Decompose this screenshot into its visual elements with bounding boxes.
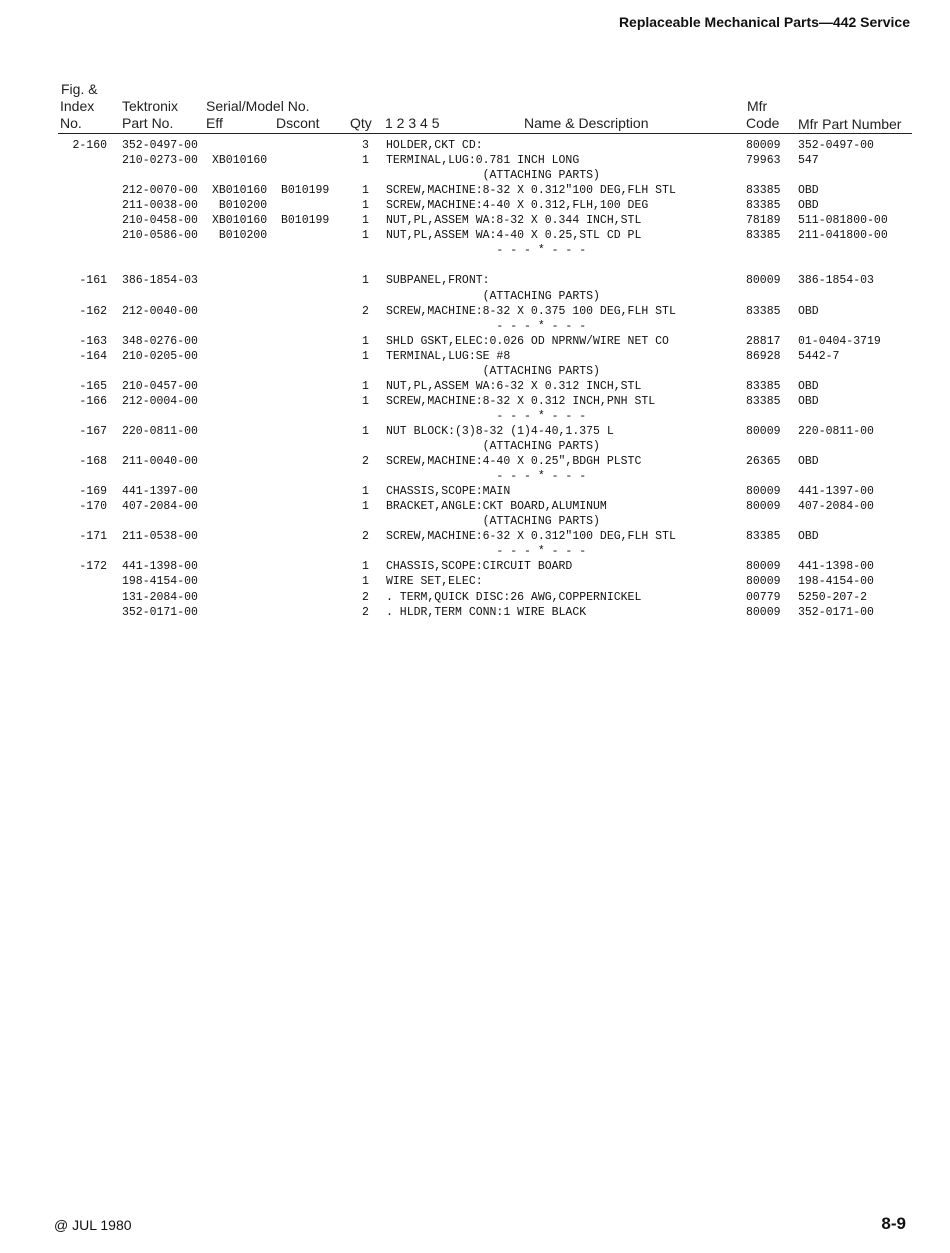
mfr-code: 79963 bbox=[746, 154, 781, 168]
part-number: 212-0040-00 bbox=[122, 304, 198, 318]
quantity: 1 bbox=[362, 154, 369, 168]
mfr-part-number: 441-1398-00 bbox=[798, 560, 874, 574]
table-row bbox=[0, 424, 950, 439]
quantity: 2 bbox=[362, 590, 369, 604]
mfr-part-number: 407-2084-00 bbox=[798, 500, 874, 514]
part-number: 212-0070-00 bbox=[122, 184, 198, 198]
name-description: SHLD GSKT,ELEC:0.026 OD NPRNW/WIRE NET CO bbox=[386, 334, 669, 348]
quantity: 1 bbox=[362, 560, 369, 574]
fig-index: -171 bbox=[79, 530, 107, 544]
name-description: WIRE SET,ELEC: bbox=[386, 575, 483, 589]
part-number: 211-0040-00 bbox=[122, 455, 198, 469]
col-mfr-part-number-label: Mfr Part Number bbox=[798, 116, 902, 132]
part-number: 131-2084-00 bbox=[122, 590, 198, 604]
quantity: 1 bbox=[362, 334, 369, 348]
table-row bbox=[0, 273, 950, 288]
name-description: NUT,PL,ASSEM WA:6-32 X 0.312 INCH,STL bbox=[386, 379, 642, 393]
part-number: 210-0457-00 bbox=[122, 379, 198, 393]
name-description: TERMINAL,LUG:0.781 INCH LONG bbox=[386, 154, 580, 168]
mfr-part-number: 211-041800-00 bbox=[798, 229, 888, 243]
mfr-code: 80009 bbox=[746, 500, 781, 514]
part-number: 210-0205-00 bbox=[122, 349, 198, 363]
serial-dscont: B010199 bbox=[281, 214, 330, 228]
col-eff-label: Eff bbox=[206, 115, 223, 131]
quantity: 1 bbox=[362, 485, 369, 499]
serial-eff: B010200 bbox=[212, 199, 268, 213]
part-number: 210-0458-00 bbox=[122, 214, 198, 228]
name-description: SCREW,MACHINE:4-40 X 0.312,FLH,100 DEG bbox=[386, 199, 649, 213]
table-row bbox=[0, 258, 950, 273]
mfr-code: 80009 bbox=[746, 424, 781, 438]
mfr-code: 00779 bbox=[746, 590, 781, 604]
table-row bbox=[0, 559, 950, 574]
part-number: 220-0811-00 bbox=[122, 424, 198, 438]
table-row bbox=[0, 484, 950, 499]
table-row bbox=[0, 529, 950, 544]
name-description: NUT,PL,ASSEM WA:4-40 X 0.25,STL CD PL bbox=[386, 229, 642, 243]
quantity: 1 bbox=[362, 184, 369, 198]
mfr-part-number: 352-0497-00 bbox=[798, 139, 874, 152]
footer-date: @ JUL 1980 bbox=[54, 1217, 132, 1233]
mfr-code: 26365 bbox=[746, 455, 781, 469]
part-number: 352-0497-00 bbox=[122, 139, 198, 152]
table-row bbox=[0, 364, 950, 379]
part-number: 352-0171-00 bbox=[122, 605, 198, 619]
part-number: 210-0586-00 bbox=[122, 229, 198, 243]
col-fig-label: Fig. & bbox=[61, 81, 98, 97]
mfr-code: 83385 bbox=[746, 394, 781, 408]
serial-eff: XB010160 bbox=[212, 154, 268, 168]
name-description: CHASSIS,SCOPE:MAIN bbox=[386, 485, 511, 499]
fig-index: -167 bbox=[79, 424, 107, 438]
table-row bbox=[0, 183, 950, 198]
fig-index: -165 bbox=[79, 379, 107, 393]
mfr-code: 28817 bbox=[746, 334, 781, 348]
name-description: - - - * - - - bbox=[386, 409, 587, 423]
part-number: 441-1397-00 bbox=[122, 485, 198, 499]
serial-eff: XB010160 bbox=[212, 214, 268, 228]
table-row bbox=[0, 168, 950, 183]
name-description: SCREW,MACHINE:4-40 X 0.25",BDGH PLSTC bbox=[386, 455, 642, 469]
col-code-label: Code bbox=[746, 115, 780, 131]
name-description: - - - * - - - bbox=[386, 470, 587, 484]
quantity: 1 bbox=[362, 379, 369, 393]
quantity: 1 bbox=[362, 424, 369, 438]
name-description: SUBPANEL,FRONT: bbox=[386, 274, 490, 288]
mfr-code: 80009 bbox=[746, 605, 781, 619]
col-qty-label: Qty bbox=[350, 115, 372, 131]
quantity: 1 bbox=[362, 500, 369, 514]
name-description: NUT BLOCK:(3)8-32 (1)4-40,1.375 L bbox=[386, 424, 614, 438]
name-description: (ATTACHING PARTS) bbox=[386, 169, 600, 183]
fig-index: -172 bbox=[79, 560, 107, 574]
mfr-part-number: 511-081800-00 bbox=[798, 214, 888, 228]
quantity: 2 bbox=[362, 455, 369, 469]
quantity: 1 bbox=[362, 229, 369, 243]
table-row bbox=[0, 499, 950, 514]
mfr-code: 83385 bbox=[746, 229, 781, 243]
fig-index: -169 bbox=[79, 485, 107, 499]
name-description: SCREW,MACHINE:8-32 X 0.312 INCH,PNH STL bbox=[386, 394, 656, 408]
mfr-part-number: OBD bbox=[798, 530, 819, 544]
part-number: 348-0276-00 bbox=[122, 334, 198, 348]
mfr-part-number: 352-0171-00 bbox=[798, 605, 874, 619]
table-row bbox=[0, 605, 950, 620]
quantity: 1 bbox=[362, 274, 369, 288]
mfr-part-number: 01-0404-3719 bbox=[798, 334, 881, 348]
table-row bbox=[0, 379, 950, 394]
mfr-code: 83385 bbox=[746, 304, 781, 318]
mfr-code: 83385 bbox=[746, 199, 781, 213]
fig-index: -163 bbox=[79, 334, 107, 348]
name-description: . HLDR,TERM CONN:1 WIRE BLACK bbox=[386, 605, 587, 619]
page-header-title: Replaceable Mechanical Parts—442 Service bbox=[618, 14, 910, 30]
table-row bbox=[0, 228, 950, 243]
mfr-part-number: OBD bbox=[798, 379, 819, 393]
table-row bbox=[0, 574, 950, 589]
name-description: (ATTACHING PARTS) bbox=[386, 364, 600, 378]
mfr-part-number: 198-4154-00 bbox=[798, 575, 874, 589]
mfr-part-number: 5250-207-2 bbox=[798, 590, 868, 604]
col-name-label: Name & Description bbox=[524, 115, 649, 131]
mfr-code: 80009 bbox=[746, 575, 781, 589]
mfr-code: 86928 bbox=[746, 349, 781, 363]
table-row bbox=[0, 304, 950, 319]
table-row bbox=[0, 243, 950, 258]
name-description: NUT,PL,ASSEM WA:8-32 X 0.344 INCH,STL bbox=[386, 214, 642, 228]
table-row bbox=[0, 213, 950, 228]
quantity: 3 bbox=[362, 139, 369, 152]
mfr-code: 80009 bbox=[746, 139, 781, 152]
footer-page-number: 8-9 bbox=[881, 1214, 906, 1233]
fig-index: -168 bbox=[79, 455, 107, 469]
name-description: CHASSIS,SCOPE:CIRCUIT BOARD bbox=[386, 560, 573, 574]
fig-index: -162 bbox=[79, 304, 107, 318]
mfr-part-number: OBD bbox=[798, 184, 819, 198]
fig-index: -170 bbox=[79, 500, 107, 514]
col-dscont-label: Dscont bbox=[276, 115, 320, 131]
serial-eff: B010200 bbox=[212, 229, 268, 243]
table-row bbox=[0, 469, 950, 484]
fig-index: -161 bbox=[79, 274, 107, 288]
mfr-part-number: OBD bbox=[798, 394, 819, 408]
table-row bbox=[0, 138, 950, 153]
mfr-part-number: 547 bbox=[798, 154, 819, 168]
table-row bbox=[0, 590, 950, 605]
name-description: (ATTACHING PARTS) bbox=[386, 289, 600, 303]
part-number: 198-4154-00 bbox=[122, 575, 198, 589]
col-no-label: No. bbox=[60, 115, 82, 131]
mfr-part-number: 220-0811-00 bbox=[798, 424, 874, 438]
quantity: 1 bbox=[362, 214, 369, 228]
part-number: 210-0273-00 bbox=[122, 154, 198, 168]
quantity: 1 bbox=[362, 199, 369, 213]
table-row bbox=[0, 198, 950, 213]
fig-index: 2-160 bbox=[72, 139, 107, 152]
name-description: - - - * - - - bbox=[386, 545, 587, 559]
col-index-label: Index bbox=[60, 98, 95, 114]
mfr-code: 78189 bbox=[746, 214, 781, 228]
name-description: (ATTACHING PARTS) bbox=[386, 440, 600, 453]
mfr-part-number: 441-1397-00 bbox=[798, 485, 874, 499]
mfr-part-number: 386-1854-03 bbox=[798, 274, 874, 288]
col-tektronix-label: Tektronix bbox=[122, 98, 179, 114]
quantity: 2 bbox=[362, 605, 369, 619]
serial-eff: XB010160 bbox=[212, 184, 268, 198]
mfr-code: 80009 bbox=[746, 485, 781, 499]
table-row bbox=[0, 289, 950, 304]
part-number: 407-2084-00 bbox=[122, 500, 198, 514]
quantity: 1 bbox=[362, 575, 369, 589]
name-description: SCREW,MACHINE:8-32 X 0.312"100 DEG,FLH STL bbox=[386, 184, 676, 198]
table-row bbox=[0, 349, 950, 364]
serial-dscont: B010199 bbox=[281, 184, 330, 198]
table-row bbox=[0, 409, 950, 424]
table-row bbox=[0, 334, 950, 349]
col-indent-label: 1 2 3 4 5 bbox=[385, 115, 440, 131]
mfr-code: 83385 bbox=[746, 530, 781, 544]
name-description: - - - * - - - bbox=[386, 319, 587, 333]
name-description: - - - * - - - bbox=[386, 244, 587, 258]
fig-index: -164 bbox=[79, 349, 107, 363]
col-mfr-label: Mfr bbox=[747, 98, 768, 114]
name-description: TERMINAL,LUG:SE #8 bbox=[386, 349, 511, 363]
fig-index: -166 bbox=[79, 394, 107, 408]
name-description: BRACKET,ANGLE:CKT BOARD,ALUMINUM bbox=[386, 500, 607, 514]
mfr-part-number: OBD bbox=[798, 199, 819, 213]
table-row bbox=[0, 394, 950, 409]
table-row bbox=[0, 454, 950, 469]
part-number: 386-1854-03 bbox=[122, 274, 198, 288]
table-row bbox=[0, 514, 950, 529]
quantity: 1 bbox=[362, 394, 369, 408]
part-number: 211-0538-00 bbox=[122, 530, 198, 544]
quantity: 2 bbox=[362, 530, 369, 544]
mfr-part-number: 5442-7 bbox=[798, 349, 840, 363]
col-partno-label: Part No. bbox=[122, 115, 174, 131]
name-description: HOLDER,CKT CD: bbox=[386, 139, 483, 152]
name-description: . TERM,QUICK DISC:26 AWG,COPPERNICKEL bbox=[386, 590, 642, 604]
name-description: SCREW,MACHINE:6-32 X 0.312"100 DEG,FLH STL bbox=[386, 530, 676, 544]
mfr-code: 80009 bbox=[746, 560, 781, 574]
name-description: (ATTACHING PARTS) bbox=[386, 515, 600, 529]
table-row bbox=[0, 153, 950, 168]
name-description: SCREW,MACHINE:8-32 X 0.375 100 DEG,FLH STL bbox=[386, 304, 676, 318]
table-row bbox=[0, 439, 950, 454]
header-rule bbox=[58, 133, 912, 134]
table-row bbox=[0, 319, 950, 334]
part-number: 441-1398-00 bbox=[122, 560, 198, 574]
part-number: 212-0004-00 bbox=[122, 394, 198, 408]
mfr-part-number: OBD bbox=[798, 304, 819, 318]
col-serial-label: Serial/Model No. bbox=[206, 98, 310, 114]
part-number: 211-0038-00 bbox=[122, 199, 198, 213]
quantity: 2 bbox=[362, 304, 369, 318]
quantity: 1 bbox=[362, 349, 369, 363]
table-row bbox=[0, 544, 950, 559]
mfr-code: 83385 bbox=[746, 379, 781, 393]
mfr-code: 83385 bbox=[746, 184, 781, 198]
mfr-part-number: OBD bbox=[798, 455, 819, 469]
mfr-code: 80009 bbox=[746, 274, 781, 288]
